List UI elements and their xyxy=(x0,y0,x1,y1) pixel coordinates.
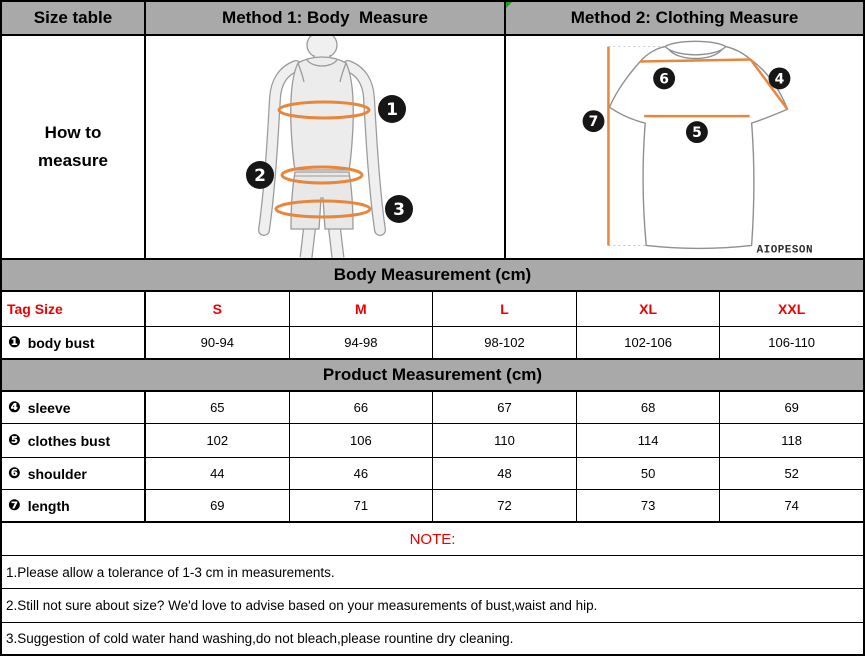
cell-comment-marker xyxy=(506,2,512,8)
body-measurement-title: Body Measurement (cm) xyxy=(333,265,532,284)
marker-1: 1 xyxy=(386,100,398,120)
length-label: ❼ length xyxy=(2,490,146,521)
sleeve-s: 65 xyxy=(146,392,290,423)
clothes-bust-xl: 114 xyxy=(577,424,721,457)
body-figure-drawing xyxy=(146,36,504,258)
marker-5: 5 xyxy=(692,125,702,142)
length-s: 69 xyxy=(146,490,290,521)
clothes-bust-m: 106 xyxy=(290,424,434,457)
marker-4: 4 xyxy=(774,71,785,88)
size-col-xl: XL xyxy=(577,292,721,326)
product-measurement-section-header xyxy=(2,360,863,392)
length-xl: 73 xyxy=(577,490,721,521)
body-bust-m: 94-98 xyxy=(290,327,434,358)
shoulder-label: ❻ shoulder xyxy=(2,458,146,489)
length-m: 71 xyxy=(290,490,434,521)
tshirt-drawing xyxy=(506,36,863,258)
note-item-2: 2.Still not sure about size? We'd love to advise based on your measurements of bust,waist and hip. xyxy=(2,589,863,623)
sleeve-label: ❹ sleeve xyxy=(2,392,146,423)
note-title: NOTE: xyxy=(409,530,456,548)
measure-row-clothes-bust xyxy=(2,424,863,458)
circled-4-icon: ❹ xyxy=(8,398,21,416)
marker-2: 2 xyxy=(254,166,266,186)
measure-row-body-bust xyxy=(2,327,863,360)
header-method2 xyxy=(506,2,863,34)
marker-7: 7 xyxy=(588,114,599,131)
circled-7-icon: ❼ xyxy=(8,496,21,514)
tag-size-row xyxy=(2,292,863,327)
sleeve-xxl: 69 xyxy=(784,400,799,415)
clothes-bust-s: 102 xyxy=(146,424,290,457)
sleeve-m: 66 xyxy=(290,392,434,423)
note-item-1: 1.Please allow a tolerance of 1-3 cm in measurements. xyxy=(2,556,863,589)
note-header xyxy=(2,523,863,556)
marker-3: 3 xyxy=(393,200,405,220)
body-bust-l: 98-102 xyxy=(433,327,577,358)
length-l: 72 xyxy=(433,490,577,521)
clothes-bust-xxl: 118 xyxy=(781,433,803,448)
shoulder-xxl: 52 xyxy=(784,466,799,481)
tag-size-label: Tag Size xyxy=(2,292,146,326)
shoulder-xl: 50 xyxy=(577,458,721,489)
shoulder-s: 44 xyxy=(146,458,290,489)
body-bust-label: ❶ body bust xyxy=(2,327,146,358)
body-bust-xl: 102-106 xyxy=(577,327,721,358)
measure-row-length xyxy=(2,490,863,523)
sleeve-l: 67 xyxy=(433,392,577,423)
measure-row-shoulder xyxy=(2,458,863,490)
clothes-bust-l: 110 xyxy=(433,424,577,457)
size-col-l: L xyxy=(433,292,577,326)
circled-6-icon: ❻ xyxy=(8,464,21,482)
circled-1-icon: ❶ xyxy=(8,333,21,351)
clothes-bust-label: ❺ clothes bust xyxy=(2,424,146,457)
size-col-s: S xyxy=(146,292,290,326)
table-header-row xyxy=(2,2,863,36)
measure-row-sleeve xyxy=(2,392,863,424)
shoulder-l: 48 xyxy=(433,458,577,489)
how-to-measure-label: How to measure xyxy=(2,36,146,258)
brand-text: AIOPESON xyxy=(756,244,814,257)
note-item-3: 3.Suggestion of cold water hand washing,do not bleach,please rountine dry cleaning. xyxy=(6,631,514,646)
body-bust-xxl: 106-110 xyxy=(768,335,816,350)
header-size-table: Size table xyxy=(2,2,146,34)
product-measurement-title: Product Measurement (cm) xyxy=(322,365,543,384)
body-bust-s: 90-94 xyxy=(146,327,290,358)
marker-6: 6 xyxy=(659,71,669,88)
header-method1: Method 1: Body Measure xyxy=(146,2,506,34)
illustration-row xyxy=(2,36,863,260)
body-measure-illustration xyxy=(146,36,506,258)
clothing-measure-illustration xyxy=(506,36,863,258)
length-xxl: 74 xyxy=(784,498,799,513)
shoulder-m: 46 xyxy=(290,458,434,489)
sleeve-xl: 68 xyxy=(577,392,721,423)
header-method2-label: Method 2: Clothing Measure xyxy=(570,8,799,27)
body-measurement-section-header xyxy=(2,260,863,292)
size-col-m: M xyxy=(290,292,434,326)
size-col-xxl: XXL xyxy=(778,301,806,317)
circled-5-icon: ❺ xyxy=(8,431,21,449)
